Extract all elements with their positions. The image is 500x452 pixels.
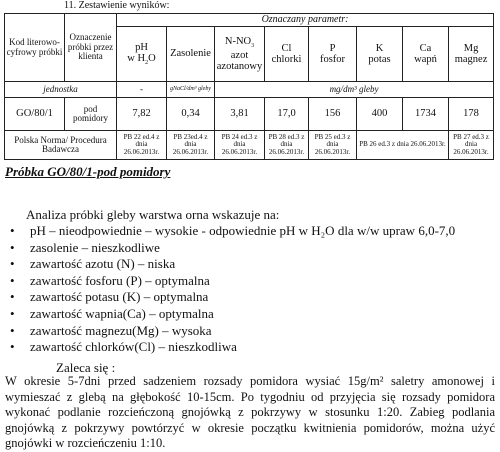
results-table (4, 13, 494, 160)
norm-magnesium: PB 27 ed.3 z dnia 26.06.2013r. (449, 131, 494, 160)
unit-rest: mg/dm³ gleby (215, 82, 494, 98)
norm-salinity: PB 23ed.4 z dnia 26.06.2013r. (167, 131, 215, 160)
param-magnesium: Mg magnez (449, 27, 494, 82)
table-header-row (5, 14, 494, 27)
recommendation-heading: Zaleca się : (56, 360, 116, 375)
value-phosphorus: 156 (309, 98, 357, 131)
norm-k-ca: PB 26 ed.3 z dnia 26.06.2013r. (357, 131, 449, 160)
param-phosphorus: P fosfor (309, 27, 357, 82)
bullet-icon: • (10, 289, 15, 305)
sample-title: Próbka GO/80/1-pod pomidory (5, 164, 171, 179)
list-item: • zawartość azotu (N) – niska (10, 256, 176, 272)
list-item: • zawartość magnezu(Mg) – wysoka (10, 322, 212, 338)
list-item: • pH – nieodpowiednie – wysokie - odpowiednie pH w H₂O dla w/w upraw 6,0-7,0 (10, 223, 456, 238)
value-ph: 7,82 (117, 98, 167, 131)
bullet-icon: • (10, 223, 15, 238)
value-magnesium: 178 (449, 98, 494, 131)
table-value-row (5, 98, 494, 131)
section-heading: 11. Zestawienie wyników: (64, 0, 170, 11)
col-code-header: Kod literowo-cyfrowy próbki (5, 14, 65, 82)
param-header: Oznaczany parametr: (117, 14, 494, 27)
list-item: • zawartość chlorków(Cl) – nieszkodliwa (10, 339, 237, 355)
param-potassium: K potas (357, 27, 403, 82)
table-unit-row (5, 82, 494, 98)
param-calcium: Ca wapń (403, 27, 449, 82)
norm-chloride: PB 28 ed.3 z dnia 26.06.2013r. (265, 131, 309, 160)
list-item: • zawartość fosforu (P) – optymalna (10, 272, 210, 288)
norm-phosphorus: PB 25 ed.3 z dnia 26.06.2013r. (309, 131, 357, 160)
norm-label: Polska Norma/ Procedura Badawcza (5, 131, 117, 160)
analysis-points (10, 223, 455, 356)
sample-code: GO/80/1 (5, 98, 65, 131)
unit-ph: - (117, 82, 167, 98)
list-item: • zawartość wapnia(Ca) – optymalna (10, 305, 214, 321)
sample-label: pod pomidory (65, 98, 117, 131)
value-potassium: 400 (357, 98, 403, 131)
param-nitrate: $N-NO_3$ azot azotanowy (215, 27, 265, 82)
list-item: • zasolenie – nieszkodliwe (10, 239, 160, 255)
norm-ph: PB 22 ed.4 z dnia 26.06.2013r. (117, 131, 167, 160)
bullet-icon: • (10, 256, 15, 272)
analysis-intro: Analiza próbki gleby warstwa orna wskazuje na: (26, 207, 280, 222)
bullet-icon: • (10, 305, 15, 321)
value-nitrate: 3,81 (215, 98, 265, 131)
param-salinity: Zasolenie (167, 27, 215, 82)
value-calcium: 1734 (403, 98, 449, 131)
list-item: • zawartość potasu (K) – optymalna (10, 289, 209, 305)
unit-row-label: jednostka (5, 82, 117, 98)
col-label-header: Oznaczenie próbki przez klienta (65, 14, 117, 82)
table-norm-row (5, 131, 494, 160)
bullet-icon: • (10, 339, 15, 355)
bullet-icon: • (10, 322, 15, 338)
unit-salinity: gNaCl/dm³ gleby (167, 82, 215, 98)
bullet-icon: • (10, 239, 15, 255)
value-chloride: 17,0 (265, 98, 309, 131)
param-chloride: Cl chlorki (265, 27, 309, 82)
value-salinity: 0,34 (167, 98, 215, 131)
param-ph: pH w $H_2O$ (117, 27, 167, 82)
bullet-icon: • (10, 272, 15, 288)
recommendation-text: W okresie 5-7dni przed sadzeniem rozsady pomidora wysiać 15g/m² saletry amonowej i wymieszać z glebą na głębokość 10-15cm. Po tygodniu od przyjęcia się rozsady pomidora wykonać podlanie rozcieńczoną gnojówką z pokrzywy w stosunku 1:20. Zabieg podlania gnojówką z pokrzywy powtórzyć w okresie początku kwitnienia pomidorów, można użyć gnojówki w rozcieńczeniu 1:10. (5, 374, 495, 450)
norm-nitrate: PB 24 ed.3 z dnia 26.06.2013r. (215, 131, 265, 160)
